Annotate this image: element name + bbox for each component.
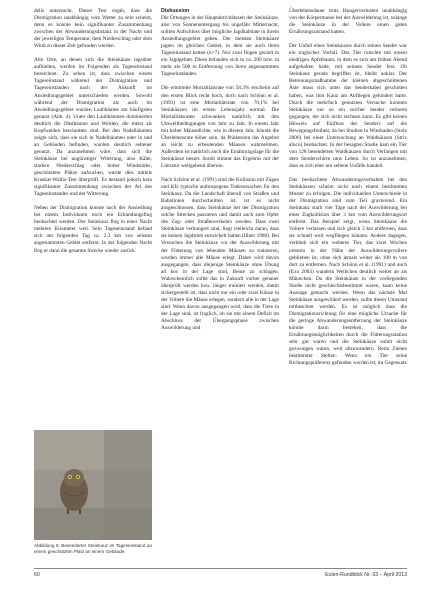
paragraph: Neben der Dismigration konnte nach der Ansiedlung bei einem Individuum noch ein Erkundungsflug beobachtet werden. Der Steinkauz flog in einer Nacht mehrere Kilometer weit. Sein Tageseinstand befand sich am folgenden Tag ca. 2,3 km von seinem angestammten Gebiet entfernt. In der folgenden Nacht flog er dann die gesamte Strecke wieder zurück. <box>34 205 152 254</box>
paragraph: dells untersucht. Dieser Test ergab, dass die Dismigration unabhängig vom Wetter zu sein scheint, denn es konnte kein signifikanter Zusammenhang zwischen der Abwanderungsdistanz in der Nacht und der jeweiligen Temperatur, dem Niederschlag oder dem Wind zu dieser Zeit gefunden werden. <box>34 8 152 50</box>
footer-divider <box>34 568 407 569</box>
photo-caption: Abbildung 5: Besenderter Steinkauz im Tageseinstand an einem geschützten Platz an einem Gebäude. <box>34 543 152 554</box>
owl-photo <box>34 430 152 540</box>
text-column-right <box>289 8 407 374</box>
paragraph: Die ermittelte Mortalitätsrate von 58,3% erscheint auf den ersten Blick recht hoch, doch nach Schönn et al. (1991) ist eine Mortalitätsrate von 70,1% bei Steinkäuzen im ersten Lebensjahr normal. Die Mortalitätsraten schwanken natürlich mit den Umweltbedingungen von Jahr zu Jahr. In einem Jahr mit hoher Mäusedichte, wie in diesem Jahr, könnte die Überlebensrate höher sein, da Prädatoren das Angebot an leicht zu erbeutenden Mäusen wahrnehmen. Außerdem ist natürlich auch die Ernährungslage für die Steinkäuze besser. Somit stimmt das Ergebnis mit der Literatur weitgehend überein. <box>161 85 279 169</box>
paragraph: Das beobachtete Abwanderungsverhalten bei den Steinkäuzen scheint nicht nach einem bestimmten Muster zu erfolgen. Die individuellen Unterschiede in der Dismigration sind zum Teil gravierend. Ein Steinkauz starb vier Tage nach der Auswilderung bei einer Zugkollision über 3 km vom Auswilderungsort entfernt. Das Beispiel zeigt, wenn Steinkäuze die Voliere verlassen und sich gleich 3 km entfernen, dass sie schnell weit wegfliegen können. Andere dagegen, verblieb sich ein weiteres Tier, das zwei Wochen ortstreu in der Nähe der Auswilderungsvoliere geblieben ist, ohne sich jemals weiter als 100 m von dort zu entfernen. Nach Schönn et al. (1991) und auch (Exo 2003) wandern Weibchen deutlich weiter ab als Männchen. Da die Steinkäuze in der vorliegenden Studie nicht geschlechtsbestimmt waren, kann keine Aussage gemacht werden. Wenn das nächste Mal Steinkäuze ausgewildert werden, sollte dieser Umstand mitbeachtet werden. Es ist möglich dass die Dismigrationsrichtung für eine mögliche Ursache für die geringe Abwanderungsentfernung der Steinkäuze könnte darin bestehen, dass die Ernährungsmöglichkeiten durch die Fütterungsstation sehr gut waren und die Steinkäuze somit nicht gezwungen waren, weit abzuwandern. Beim Ziehen bestimmter Stellen. Wenn ein Tier seine Richtungspräferenz gefunden worden ist, im Gegensatz <box>289 177 407 367</box>
paragraph: Alle Orte, an denen sich die Steinkäuze tagsüber aufhielten, werden im Folgenden als Tageseinstand bezeichnet. Zu sehen ist, dass zwischen einem Tageseinstand während der Dismigration und Tageseinständen nach der Ankunft im Ansiedlungsgebiet unterschieden werden. Sowohl während der Dismigration als auch im Ansiedlungsgebiet wurden Laubbäume am häufigsten genutzt (Abb. 4). Unter den Laubbäumen dominierten deutlich die Obstbäume und Weiden, die meist als Kopfweiden beschnitten sind. Bei den Nadelbäumen zeigte sich, dass sie sich in Nadelbäumen oder in und an Gebäuden befinden, wurden deutlich seltener genutzt. Da anzunehmen wäre, dass sich die Steinkäuze bei ungünstiger Witterung, also Kälte, starken Niederschlag oder hoher Windstärke, geschütztere Plätze aufsuchen, wurde dies mittels Kruskal-Wallis-Test überprüft. Es bestand jedoch kein signifikanter Zusammenhang zwischen der Art des Tageseinstandes und der Witterung. <box>34 57 152 198</box>
paragraph: Die Ortungen in der Hauptaktivitätszeit der Steinkäuze, also von Sonnenuntergang bis ungefähr Mitternacht, sollten Aufschluss über mögliche Jagdhabitate in ihrem Ansiedlungsgebiet geben. Die meisten Steinkäuze jagten im gleichen Gebiet, in dem sie auch ihren Tageseinstand hatten (n=7). Nur zwei flogen gezielt in ein Jagdgebiet. Diese befanden sich in ca. 200 bzw. in mehr als 500 m Entfernung von ihren angestammten Tageseinständen. <box>161 15 279 78</box>
page-number: 60 <box>34 572 40 578</box>
owl-photo-graphic <box>34 430 152 540</box>
text-column-left <box>34 8 152 262</box>
paragraph: Nach Schönn et al. (1991) sind die Kollision mit Zügen und Kfz typische anthropogene Todesursachen für den Steinkauz. Da die Landschaft überall von Straßen und Bahnlinien durchschnitten ist, ist es nicht ausgeschlossen, dass Steinkäuze bei der Dismigration solche Strecken passieren und damit auch zum Opfer des Zug- oder Straßenverkehrs werden. Dass zwei Steinkäuze verhungert sind, liegt vielleicht daran, dass sie keinen Jagdtrieb entwickelt haben (Illner 1988). Bei Versuchen die Steinkäuze vor der Auswilderung mit der Fütterung von lebenden Mäusen zu trainieren, wurden immer alle Mäuse erlegt. Daher wird davon ausgegangen, dass diejenige Steinkäuze ohne Übung ad hoc in der Lage sind, Beute zu schlagen. Wahrscheinlich sollte das in Zukunft vorher genauer überprüft werden bzw. länger trainiert werden, damit sichergestellt ist, dass nicht nur ein oder zwei Käuze in der Voliere die Mäuse erlegen, sondern alle in der Lage sind. Wenn davon ausgegangen wird, dass die Tiere in der Lage sind, ist fraglich, ob sie mit einem Defizit im Abschluss der Übergangsphase zwischen Auswilderung und <box>161 177 279 332</box>
text-column-middle <box>161 8 279 339</box>
section-heading: Diskussion <box>161 8 190 14</box>
paragraph: Überlebensdauer trotz Hungerverlusten unabhängig von der Körpermasse bei der Auswilderung ist, solange die Steinkäuze in der Voliere einen guten Ernährungszustand hatten. <box>289 8 407 36</box>
paragraph: Der Unfall eines Steinkauzes durch seinen Sender war ein tragischer Vorfall. Das Tier rutschte mit einem niedrigen Apfelbaum, in dem es sich am frühen Abend aufgehalten hatte, mit seinem Sender fest. Ob Steinkauz gerade begriffen ist, bleibt unklar. Der Betreuungsmaßnahme der kleinen abgeschnittenen Äste muss sich unter das Senderkabel geschoben haben, was ihm Kauz am Abfliegen gehindert hatte. Durch die mehrfach genutzten Versuche konnten Steinkäuze nur so ein solcher Sender verloren gegangen, der sich nicht rechnen kann. Es gibt keinen Hinweis auf Einfluss des Senders auf die Bewegungsfreiheit, da bei Studien in Wiesbaden (Stolz 2006) bei einer Untersuchung an Waldkäuzen (Strix aluco) beobachtet. In der besagten Studie kam ein Tier von 128 besenderten Waldkäuzen durch Verfangen mit dem Senderschirm ums Leben. So ist anzunehmen, dass es sich eher um seltene Unfälle handelt. <box>289 43 407 169</box>
journal-citation: Eulen-Rundblick Nr. 63 – April 2013 <box>325 572 407 578</box>
